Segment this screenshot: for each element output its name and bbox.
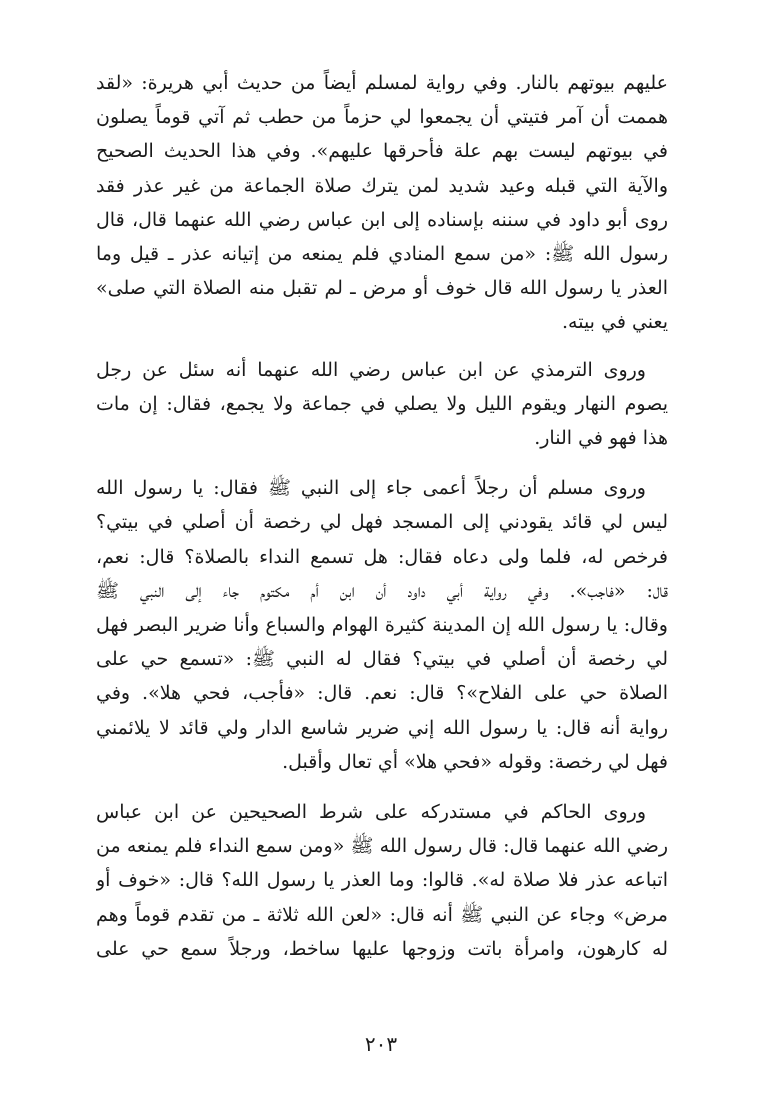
text-line: رضي الله عنهما قال: قال رسول الله ﷺ «ومن سمع النداء فلم يمنعه من [96,835,668,858]
text-line: قال: «فاجب». وفي رواية أبي داود أن ابن أم مكتوم جاء إلى النبي ﷺ [96,579,668,602]
text-line: ليس لي قائد يقودني إلى المسجد فهل لي رخصة أن أصلي في بيتي؟ [96,511,668,534]
page-number: ٢٠٣ [364,1032,398,1056]
text-line: يعني في بيته. [561,311,668,334]
text-line: اتباعه عذر فلا صلاة له». قالوا: وما العذر يا رسول الله؟ قال: «خوف أو [96,869,668,892]
text-line: لي رخصة أن أصلي في بيتي؟ فقال له النبي ﷺ: «تسمع حي على [96,648,668,671]
page-body [96,66,668,966]
text-line: وروى مسلم أن رجلاً أعمى جاء إلى النبي ﷺ فقال: يا رسول الله [96,477,646,500]
text-line: رواية أنه قال: يا رسول الله إني ضرير شاسع الدار ولي قائد لا يلائمني [96,716,668,739]
paragraph-gap [96,340,668,353]
text-line: عليهم بيوتهم بالنار. وفي رواية لمسلم أيضاً من حديث أبي هريرة: «لقد [96,72,668,94]
text-line: وروى الحاكم في مستدركه على شرط الصحيحين عن ابن عباس [96,801,646,824]
paragraph-2 [96,353,668,456]
paragraph-gap [96,779,668,795]
text-line: يصوم النهار ويقوم الليل ولا يصلي في جماعة ولا يجمع، فقال: إن مات [96,392,668,415]
paragraph-4 [96,795,668,966]
text-line: مرض» وجاء عن النبي ﷺ أنه قال: «لعن الله ثلاثة ـ من تقدم قوماً وهم [96,903,668,926]
text-line: فهل لي رخصة: وقوله «فحي هلا» أي تعال وأقبل. [282,750,668,773]
text-line: هممت أن آمر فتيتي أن يجمعوا لي حزماً من حطب ثم آتي قوماً يصلون [96,106,668,129]
text-line: وروى الترمذي عن ابن عباس رضي الله عنهما أنه سئل عن رجل [96,358,646,381]
text-line: فرخص له، فلما ولى دعاه فقال: هل تسمع النداء بالصلاة؟ قال: نعم، [96,545,668,568]
text-line: هذا فهو في النار. [534,427,668,450]
paragraph-gap [96,455,668,471]
paragraph-3 [96,471,668,779]
text-line: والآية التي قبله وعيد شديد لمن يترك صلاة الجماعة من غير عذر فقد [96,174,668,197]
text-line: له كارهون، وامرأة باتت وزوجها عليها ساخط، ورجلاً سمع حي على [96,937,668,960]
text-line: وقال: يا رسول الله إن المدينة كثيرة الهوام والسباع وأنا ضرير البصر فهل [96,614,668,637]
text-line: العذر يا رسول الله قال خوف أو مرض ـ لم تقبل منه الصلاة التي صلى» [96,277,668,300]
paragraph-1 [96,66,668,340]
text-line: الصلاة حي على الفلاح»؟ قال: نعم. قال: «فأجب، فحي هلا». وفي [96,682,668,705]
text-line: رسول الله ﷺ: «من سمع المنادي فلم يمنعه من إتيانه عذر ـ قيل وما [96,243,668,266]
text-line: روى أبو داود في سننه بإسناده إلى ابن عباس رضي الله عنهما قال، قال [96,208,668,231]
text-line: في بيوتهم ليست بهم علة فأحرقها عليهم». وفي هذا الحديث الصحيح [96,140,668,163]
